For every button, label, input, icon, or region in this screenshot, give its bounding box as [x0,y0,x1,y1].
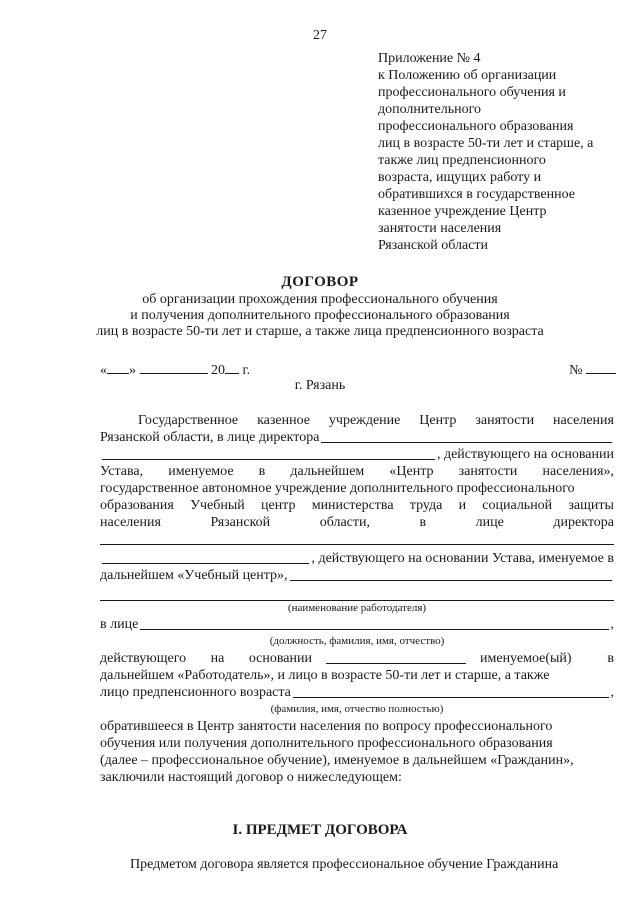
city: г. Рязань [294,378,346,393]
director-name-blank-cont[interactable] [102,446,435,460]
appendix-line: Рязанской области [378,238,489,253]
caption-citizen-name: (фамилия, имя, отчество полностью) [270,703,444,715]
paragraph-line: лицо предпенсионного возраста , [100,685,614,700]
appendix-line: также лиц предпенсионного [378,153,546,168]
appendix-line: возраста, ищущих работу и [378,170,542,185]
paragraph-line: образования Учебный центр министерства труда и социальной защиты [100,498,614,513]
appendix-line: занятости населения [378,221,502,236]
paragraph-line: , действующего на основании [100,446,614,463]
subtitle-line: об организации прохождения профессионального обучения [142,292,498,307]
paragraph-line: в лице , [100,617,614,632]
paragraph-line: государственное автономное учреждение дополнительного профессионального [100,481,575,496]
paragraph-line: населения Рязанской области, в лице директора [100,515,614,530]
appendix-line: казенное учреждение Центр [378,204,547,219]
appendix-line: дополнительного [378,102,481,117]
date-field[interactable]: « » 20 г. [100,360,250,379]
employer-name-blank[interactable] [100,600,614,601]
caption-position-name: (должность, фамилия, имя, отчество) [269,635,445,647]
day-blank[interactable] [107,360,129,374]
subject-paragraph: Предметом договора является профессиональное обучение Гражданина [130,857,559,872]
paragraph-line: Устава, именуемое в дальнейшем «Центр занятости населения», [100,464,614,479]
appendix-line: к Положению об организации [378,68,557,83]
basis-document-blank[interactable] [326,650,466,664]
month-blank[interactable] [140,360,208,374]
uc-director-name-blank-cont[interactable] [102,550,309,564]
appendix-line: профессионального обучения и [378,85,566,100]
paragraph-line: дальнейшем «Работодатель», и лицо в возрасте 50-ти лет и старше, а также [100,668,550,683]
number-blank[interactable] [586,360,616,374]
paragraph-line: Рязанской области, в лице директора [100,429,614,446]
paragraph-line: действующего на основании именуемое(ый) в [100,651,614,666]
representative-blank[interactable] [140,616,608,630]
document-title: ДОГОВОР [281,274,359,290]
paragraph-line: заключили настоящий договор о нижеследующем: [100,770,402,785]
contract-number-field[interactable]: № [569,360,616,379]
caption-employer-name: (наименование работодателя) [287,602,427,614]
paragraph-line: (далее – профессиональное обучение), именуемое в дальнейшем «Гражданин», [100,753,574,768]
appendix-line: профессионального образования [378,119,574,134]
uc-director-name-blank[interactable] [100,544,614,545]
page-number: 27 [313,28,327,43]
document-subtitle [90,292,550,340]
director-name-blank[interactable] [321,429,612,443]
paragraph-line: , действующего на основании Устава, именуемое в [100,550,614,567]
appendix-block [378,50,628,254]
subtitle-line: лиц в возрасте 50-ти лет и старше, а также лица предпенсионного возраста [96,324,544,339]
paragraph-line: Государственное казенное учреждение Центр занятости населения [138,413,614,428]
subtitle-line: и получения дополнительного профессионального образования [130,308,510,323]
appendix-line: Приложение № 4 [378,51,481,66]
appendix-line: лиц в возрасте 50-ти лет и старше, а [378,136,594,151]
paragraph-line: дальнейшем «Учебный центр», [100,567,614,584]
appendix-line: обратившихся в государственное [378,187,575,202]
paragraph-line: обучения или получения дополнительного профессионального образования [100,736,553,751]
paragraph-line: обратившееся в Центр занятости населения по вопросу профессионального [100,719,553,734]
year-blank[interactable] [225,360,239,374]
section-title: I. ПРЕДМЕТ ДОГОВОРА [232,822,408,838]
employer-blank[interactable] [290,567,612,581]
citizen-name-blank[interactable] [293,684,609,698]
